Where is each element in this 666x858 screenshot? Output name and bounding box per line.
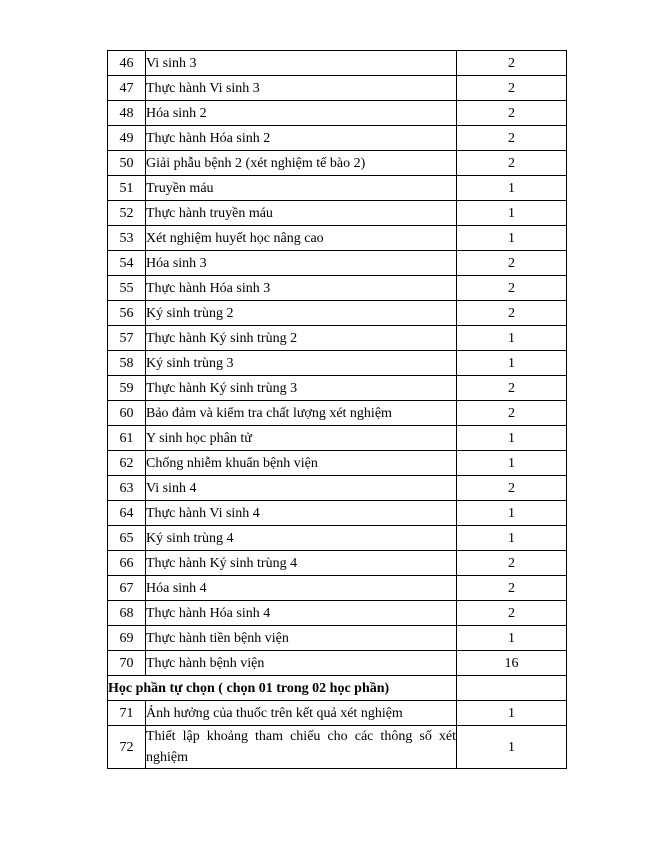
table-row xyxy=(108,226,567,251)
table-row xyxy=(108,101,567,126)
credit-count: 2 xyxy=(457,301,567,326)
credit-count: 2 xyxy=(457,51,567,76)
course-name: Hóa sinh 2 xyxy=(146,101,457,126)
table-row xyxy=(108,576,567,601)
credit-count: 1 xyxy=(457,176,567,201)
credit-count: 2 xyxy=(457,576,567,601)
row-number: 50 xyxy=(108,151,146,176)
course-name: Thiết lập khoảng tham chiếu cho các thông số xét nghiệm xyxy=(146,726,457,769)
course-name: Y sinh học phân tử xyxy=(146,426,457,451)
row-number: 52 xyxy=(108,201,146,226)
course-name: Thực hành Ký sinh trùng 2 xyxy=(146,326,457,351)
table-row xyxy=(108,701,567,726)
credit-count: 1 xyxy=(457,501,567,526)
table-row xyxy=(108,626,567,651)
credit-count: 1 xyxy=(457,626,567,651)
table-body xyxy=(108,51,567,769)
row-number: 57 xyxy=(108,326,146,351)
course-name: Vi sinh 3 xyxy=(146,51,457,76)
credit-count: 1 xyxy=(457,351,567,376)
credit-count: 2 xyxy=(457,126,567,151)
credit-count: 2 xyxy=(457,251,567,276)
row-number: 51 xyxy=(108,176,146,201)
row-number: 66 xyxy=(108,551,146,576)
row-number: 71 xyxy=(108,701,146,726)
table-row xyxy=(108,76,567,101)
table-row xyxy=(108,276,567,301)
row-number: 61 xyxy=(108,426,146,451)
credit-count: 2 xyxy=(457,276,567,301)
course-name: Thực hành Hóa sinh 3 xyxy=(146,276,457,301)
curriculum-table xyxy=(107,50,567,769)
course-name: Bảo đảm và kiểm tra chất lượng xét nghiệm xyxy=(146,401,457,426)
course-name: Ảnh hưởng của thuốc trên kết quả xét nghiệm xyxy=(146,701,457,726)
course-name: Thực hành Ký sinh trùng 3 xyxy=(146,376,457,401)
table-row xyxy=(108,326,567,351)
course-name: Ký sinh trùng 4 xyxy=(146,526,457,551)
table-row xyxy=(108,401,567,426)
row-number: 47 xyxy=(108,76,146,101)
table-row xyxy=(108,351,567,376)
row-number: 64 xyxy=(108,501,146,526)
row-number: 60 xyxy=(108,401,146,426)
table-row xyxy=(108,426,567,451)
credit-count: 16 xyxy=(457,651,567,676)
credit-count: 1 xyxy=(457,426,567,451)
course-name: Thực hành Hóa sinh 4 xyxy=(146,601,457,626)
table-row xyxy=(108,601,567,626)
credit-count: 2 xyxy=(457,101,567,126)
row-number: 69 xyxy=(108,626,146,651)
row-number: 58 xyxy=(108,351,146,376)
table-row xyxy=(108,51,567,76)
table-row xyxy=(108,151,567,176)
credit-count: 1 xyxy=(457,201,567,226)
table-row xyxy=(108,501,567,526)
row-number: 65 xyxy=(108,526,146,551)
course-name: Chống nhiễm khuẩn bệnh viện xyxy=(146,451,457,476)
row-number: 63 xyxy=(108,476,146,501)
course-name: Xét nghiệm huyết học nâng cao xyxy=(146,226,457,251)
course-name: Ký sinh trùng 3 xyxy=(146,351,457,376)
course-name: Hóa sinh 4 xyxy=(146,576,457,601)
credit-count: 2 xyxy=(457,76,567,101)
credit-count: 1 xyxy=(457,226,567,251)
credit-count: 1 xyxy=(457,451,567,476)
table-row xyxy=(108,201,567,226)
course-name: Thực hành truyền máu xyxy=(146,201,457,226)
row-number: 54 xyxy=(108,251,146,276)
credit-count: 1 xyxy=(457,726,567,769)
row-number: 67 xyxy=(108,576,146,601)
credit-count: 2 xyxy=(457,476,567,501)
credit-count: 2 xyxy=(457,601,567,626)
credit-count: 1 xyxy=(457,326,567,351)
elective-section-row xyxy=(108,676,567,701)
elective-section-credits xyxy=(457,676,567,701)
course-name: Vi sinh 4 xyxy=(146,476,457,501)
row-number: 59 xyxy=(108,376,146,401)
course-name: Thực hành Vi sinh 4 xyxy=(146,501,457,526)
table-row xyxy=(108,551,567,576)
row-number: 56 xyxy=(108,301,146,326)
table-row xyxy=(108,176,567,201)
credit-count: 1 xyxy=(457,701,567,726)
course-name: Thực hành Ký sinh trùng 4 xyxy=(146,551,457,576)
row-number: 72 xyxy=(108,726,146,769)
row-number: 53 xyxy=(108,226,146,251)
row-number: 70 xyxy=(108,651,146,676)
credit-count: 2 xyxy=(457,551,567,576)
row-number: 48 xyxy=(108,101,146,126)
credit-count: 2 xyxy=(457,401,567,426)
row-number: 46 xyxy=(108,51,146,76)
table-row xyxy=(108,301,567,326)
table-row xyxy=(108,476,567,501)
course-name: Thực hành Vi sinh 3 xyxy=(146,76,457,101)
table-row xyxy=(108,726,567,769)
row-number: 55 xyxy=(108,276,146,301)
row-number: 68 xyxy=(108,601,146,626)
table-row xyxy=(108,126,567,151)
course-name: Thực hành bệnh viện xyxy=(146,651,457,676)
table-row xyxy=(108,526,567,551)
row-number: 49 xyxy=(108,126,146,151)
course-name: Giải phẫu bệnh 2 (xét nghiệm tế bào 2) xyxy=(146,151,457,176)
course-name: Hóa sinh 3 xyxy=(146,251,457,276)
table-row xyxy=(108,251,567,276)
table-row xyxy=(108,451,567,476)
credit-count: 1 xyxy=(457,526,567,551)
table-row xyxy=(108,376,567,401)
row-number: 62 xyxy=(108,451,146,476)
elective-section-label: Học phần tự chọn ( chọn 01 trong 02 học phần) xyxy=(108,676,457,701)
credit-count: 2 xyxy=(457,376,567,401)
course-name: Ký sinh trùng 2 xyxy=(146,301,457,326)
course-name: Thực hành Hóa sinh 2 xyxy=(146,126,457,151)
course-name: Thực hành tiền bệnh viện xyxy=(146,626,457,651)
credit-count: 2 xyxy=(457,151,567,176)
course-name: Truyền máu xyxy=(146,176,457,201)
table-row xyxy=(108,651,567,676)
